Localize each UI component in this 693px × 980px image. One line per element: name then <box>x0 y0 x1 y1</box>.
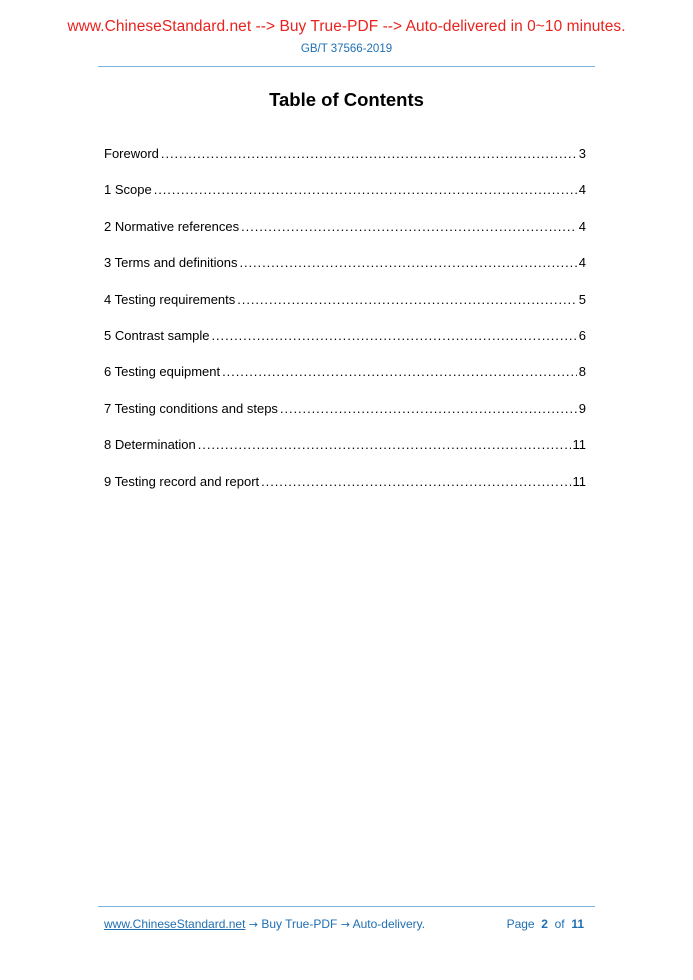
toc-entry[interactable] <box>104 436 586 472</box>
arrow-right-icon: → <box>248 918 258 931</box>
toc-entry-label: 5 Contrast sample <box>104 327 210 343</box>
toc-entry[interactable] <box>104 254 586 290</box>
toc-entry-page: 3 <box>578 146 586 161</box>
dot-leader <box>222 363 577 381</box>
toc-entry[interactable] <box>104 363 586 399</box>
arrow-right-icon: → <box>340 918 350 931</box>
standard-code: GB/T 37566-2019 <box>300 43 393 55</box>
toc-entry[interactable] <box>104 473 586 509</box>
toc-entry-label: 8 Determination <box>104 437 196 453</box>
toc-entry-label: 9 Testing record and report <box>104 473 260 489</box>
page-total: 11 <box>571 917 584 931</box>
toc-entry[interactable] <box>104 400 586 436</box>
toc-entry-label: Foreword <box>104 146 159 161</box>
toc-entry-page: 4 <box>578 218 586 234</box>
dot-leader <box>154 181 577 199</box>
dot-leader <box>212 327 577 345</box>
dot-leader <box>198 436 571 454</box>
dot-leader <box>161 145 577 163</box>
toc-entry[interactable] <box>104 181 586 217</box>
dot-leader <box>280 400 577 418</box>
toc-entry[interactable] <box>104 218 586 254</box>
page-word: Page <box>506 917 535 931</box>
toc-entry-label: 7 Testing conditions and steps <box>104 400 278 416</box>
toc-entry-page: 11 <box>572 437 586 453</box>
toc-entry-page: 8 <box>578 364 586 380</box>
toc-entry-label: 6 Testing equipment <box>104 364 221 380</box>
dot-leader <box>261 473 570 491</box>
dot-leader <box>237 291 576 309</box>
toc-entry[interactable] <box>104 327 586 363</box>
page-number <box>507 917 584 931</box>
header-banner[interactable]: www.ChineseStandard.net --> Buy True-PDF --> Auto-delivered in 0~10 minutes. <box>67 18 626 35</box>
header-divider <box>98 66 595 67</box>
dot-leader <box>239 254 576 272</box>
toc-entry-page: 11 <box>572 473 586 489</box>
toc-entry-label: 2 Normative references <box>104 218 240 234</box>
toc-entry-label: 1 Scope <box>104 182 152 198</box>
footer-divider <box>98 906 595 907</box>
toc-entry-label: 4 Testing requirements <box>104 291 236 307</box>
toc-entry-page: 4 <box>578 255 586 271</box>
page-title: Table of Contents <box>269 89 424 110</box>
footer <box>104 917 584 931</box>
toc-entry-page: 9 <box>578 400 586 416</box>
toc-entry-page: 4 <box>578 182 586 198</box>
page-of: of <box>554 917 565 931</box>
footer-site-link[interactable]: www.ChineseStandard.net <box>104 917 246 931</box>
toc-list <box>104 145 586 509</box>
toc-entry-page: 5 <box>578 291 586 307</box>
toc-entry[interactable] <box>104 291 586 327</box>
toc-entry-page: 6 <box>578 327 586 343</box>
page-current: 2 <box>541 917 548 931</box>
toc-entry-label: 3 Terms and definitions <box>104 255 238 271</box>
footer-delivery-text: Auto-delivery. <box>352 917 426 931</box>
footer-buy-text: Buy True-PDF <box>261 917 338 931</box>
dot-leader <box>241 218 577 236</box>
toc-entry[interactable] <box>104 145 586 181</box>
